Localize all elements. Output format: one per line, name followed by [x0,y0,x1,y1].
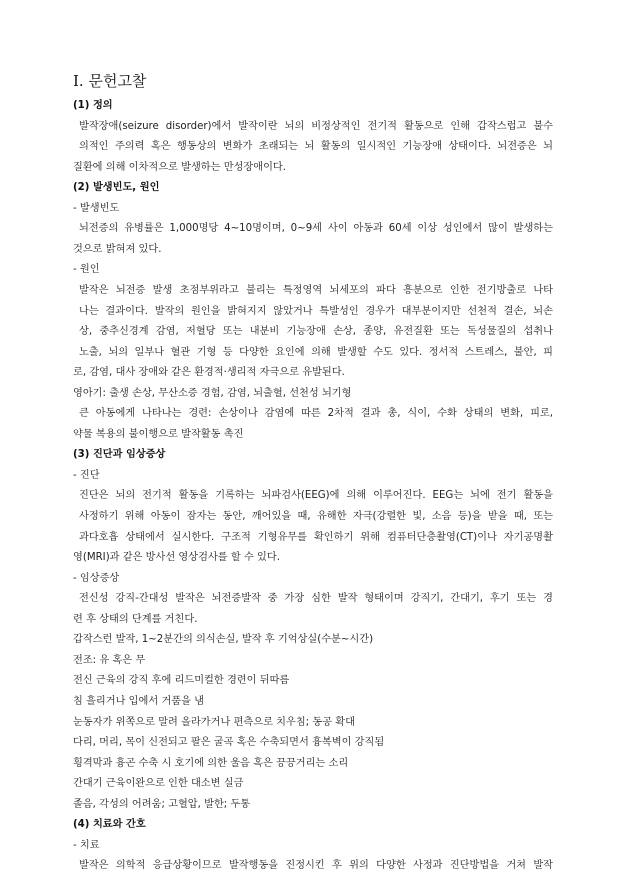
text-line: 상, 중추신경계 감염, 저혈당 또는 내분비 기능장애 손상, 종양, 유전질환 또는 독성물질의 섭취나 [79,326,553,338]
text-line: 전조: 유 혹은 무 [73,654,146,666]
text-line: 사정하기 위해 아동이 잠자는 동안, 깨어있을 때, 유해한 자극(강렬한 빛, 소음 등)을 받을 때, 또는 [79,511,553,522]
text-line: 련 후 상태의 단계를 거친다. [73,613,198,625]
section-heading: (1) 정의 [73,100,113,111]
text-line: 로, 감염, 대사 장애와 같은 환경적·생리적 자극으로 유발된다. [73,367,345,379]
text-line: 갑작스런 발작, 1~2분간의 의식손실, 발작 후 기억상실(수분~시간) [73,634,374,646]
text-line: 영(MRI)과 같은 방사선 영상검사를 할 수 있다. [73,552,280,564]
text-line: 과다호흡 상태에서 실시한다. 구조적 기형유무를 확인하기 위해 컴퓨터단층촬영(CT)이나 자기공명촬 [79,531,553,543]
text-line: 질환에 의해 이차적으로 발생하는 만성장애이다. [73,161,287,173]
text-line: 전신성 강직-간대성 발작은 뇌전증발작 중 가장 심한 발작 형태이며 강직기, 간대기, 후기 또는 경 [79,593,553,605]
text-line: 의적인 주의력 혹은 행동상의 변화가 초래되는 뇌 활동의 일시적인 기능장애 상태이다. 뇌전증은 뇌 [79,141,553,153]
text-line: - 치료 [73,839,100,851]
text-line: - 임상증상 [73,572,120,584]
text-line: - 원인 [73,264,100,276]
text-line: 횡격막과 흉곤 수축 시 호기에 의한 울음 혹은 끙끙거리는 소리 [73,757,349,769]
text-line: 졸음, 각성의 어려움; 고혈압, 발한; 두통 [73,798,251,810]
text-line: - 발생빈도 [73,202,120,214]
text-line: 침 흘리거나 입에서 거품을 냄 [73,695,205,707]
section-heading: (2) 발생빈도, 원인 [73,182,160,194]
text-line: 진단은 뇌의 전기적 활동을 기록하는 뇌파검사(EEG)에 의해 이루어진다. EEG는 뇌에 전기 활동을 [79,490,553,502]
text-line: 눈동자가 위쪽으로 말려 올라가거나 편측으로 치우침; 동공 확대 [73,716,355,728]
text-line: 간대기 근육이완으로 인한 대소변 실금 [73,778,244,790]
section-heading: (4) 치료와 간호 [73,819,146,831]
text-line: 것으로 밝혀져 있다. [73,243,162,255]
text-line: 약물 복용의 불이행으로 발작활동 촉진 [73,428,244,440]
text-line: 다리, 머리, 목이 신전되고 팔은 굴곡 혹은 수축되면서 흉복벽이 강직됨 [73,737,385,749]
page-title: Ⅰ. 문헌고찰 [73,72,147,90]
text-line: 발작은 의학적 응급상황이므로 발작행동을 진정시킨 후 위의 다양한 사정과 진단방법을 거쳐 발작 [79,860,553,872]
text-line: 영아기: 출생 손상, 무산소증 경험, 감염, 뇌출혈, 선천성 뇌기형 [73,387,352,399]
text-line: 노출, 뇌의 일부나 혈관 기형 등 다양한 요인에 의해 발생할 수도 있다. 정서적 스트레스, 불안, 피 [79,346,553,358]
text-line: 나는 결과이다. 발작의 원인을 밝혀지지 않았거나 특발성인 경우가 대부분이지만 선천적 결손, 뇌손 [79,305,553,317]
section-heading: (3) 진단과 임상증상 [73,449,166,461]
text-line: 발작은 뇌전증 발생 초점부위라고 불리는 특정영역 뇌세포의 파다 흥분으로 인한 전기방출로 나타 [79,284,553,296]
text-line: 전신 근육의 강직 후에 리드미컬한 경련이 뒤따름 [73,675,290,687]
text-line: 뇌전증의 유병률은 1,000명당 4~10명이며, 0~9세 사이 아동과 60세 이상 성인에서 많이 발생하는 [79,223,553,235]
text-line: 큰 아동에게 나타나는 경련: 손상이나 감염에 따른 2차적 결과 총, 식이, 수화 상태의 변화, 피로, [79,408,553,420]
text-line: - 진단 [73,469,100,481]
text-line: 발작장애(seizure disorder)에서 발작이란 뇌의 비정상적인 전기적 활동으로 인해 갑작스럽고 불수 [79,120,553,132]
